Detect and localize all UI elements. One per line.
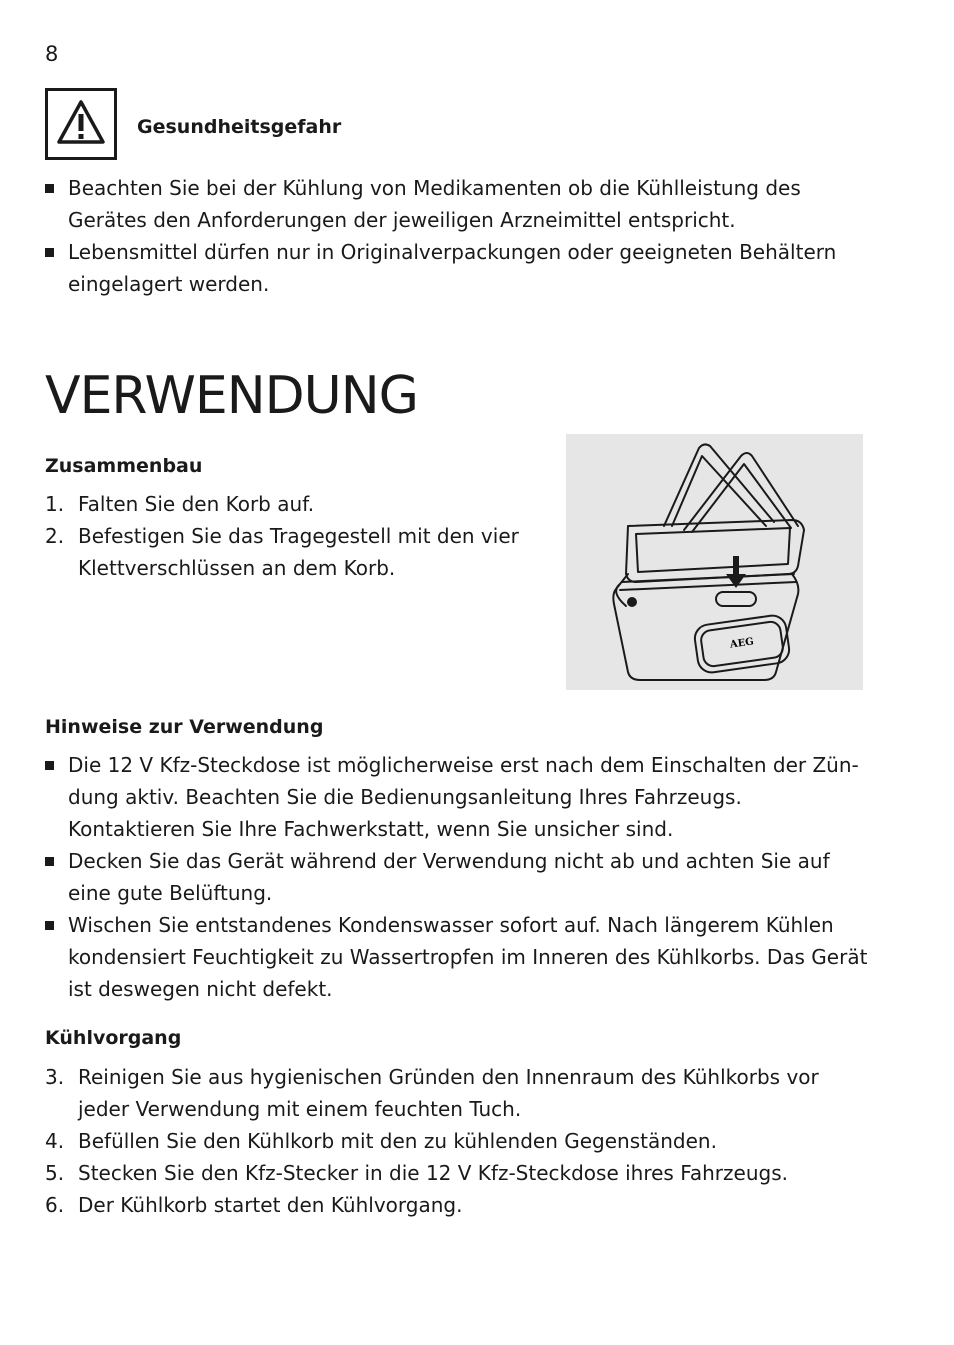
step-number: 3.	[45, 1065, 65, 1089]
list-item	[45, 1061, 875, 1125]
step-number: 2.	[45, 524, 65, 548]
cooling-heading: Kühlvorgang	[45, 1027, 182, 1049]
step-text: Stecken Sie den Kfz-Stecker in die 12 V Kfz-Steckdose ihres Fahrzeugs.	[78, 1161, 788, 1185]
assembly-heading: Zusammenbau	[45, 455, 203, 477]
step-text: Reinigen Sie aus hygienischen Gründen den Innenraum des Kühlkorbs vor jeder Verwendung mit einem feuchten Tuch.	[78, 1065, 819, 1121]
list-item	[45, 909, 875, 1005]
bullet-icon	[45, 184, 54, 193]
list-item-text: Decken Sie das Gerät während der Verwendung nicht ab und achten Sie auf eine gute Belüftung.	[68, 849, 830, 905]
step-text: Befestigen Sie das Tragegestell mit den vier Klettverschlüssen an dem Korb.	[78, 524, 519, 580]
list-item	[45, 1189, 875, 1221]
list-item-text: Die 12 V Kfz-Steckdose ist möglicherweise erst nach dem Einschalten der Zün-dung aktiv. Beachten Sie die Bedienungsanleitung Ihres Fahrzeugs. Kontaktieren Sie Ihre Fachwerkstatt, wenn Sie unsicher sind.	[68, 753, 859, 841]
list-item	[45, 172, 875, 236]
warning-title: Gesundheitsgefahr	[137, 116, 342, 138]
warning-triangle-icon	[56, 97, 106, 151]
bullet-icon	[45, 921, 54, 930]
step-text: Der Kühlkorb startet den Kühlvorgang.	[78, 1193, 463, 1217]
step-number: 6.	[45, 1193, 65, 1217]
list-item-text: Beachten Sie bei der Kühlung von Medikamenten ob die Kühlleistung des Gerätes den Anforderungen der jeweiligen Arzneimittel entspricht.	[68, 176, 801, 232]
section-title: VERWENDUNG	[45, 366, 418, 426]
list-item-text: Lebensmittel dürfen nur in Originalverpackungen oder geeigneten Behältern eingelagert werden.	[68, 240, 837, 296]
step-number: 5.	[45, 1161, 65, 1185]
bullet-icon	[45, 857, 54, 866]
cooling-steps	[45, 1061, 875, 1221]
warning-box	[45, 88, 117, 160]
list-item	[45, 520, 525, 584]
usage-list	[45, 749, 875, 1005]
step-text: Falten Sie den Korb auf.	[78, 492, 315, 516]
basket-drawing	[566, 434, 863, 690]
list-item-text: Wischen Sie entstandenes Kondenswasser sofort auf. Nach längerem Kühlen kondensiert Feuchtigkeit zu Wassertropfen im Inneren des Kühlkorbs. Das Gerät ist deswegen nicht defekt.	[68, 913, 868, 1001]
step-text: Befüllen Sie den Kühlkorb mit den zu kühlenden Gegenständen.	[78, 1129, 717, 1153]
page-number: 8	[45, 42, 59, 66]
brand-logo: AEG	[729, 636, 755, 651]
list-item	[45, 488, 525, 520]
cooler-basket-illustration	[566, 434, 863, 690]
list-item	[45, 845, 875, 909]
step-number: 4.	[45, 1129, 65, 1153]
bullet-icon	[45, 761, 54, 770]
list-item	[45, 236, 875, 300]
list-item	[45, 1157, 875, 1189]
step-number: 1.	[45, 492, 65, 516]
usage-heading: Hinweise zur Verwendung	[45, 716, 324, 738]
warning-list	[45, 172, 875, 300]
bullet-icon	[45, 248, 54, 257]
list-item	[45, 749, 875, 845]
list-item	[45, 1125, 875, 1157]
assembly-steps	[45, 488, 525, 584]
